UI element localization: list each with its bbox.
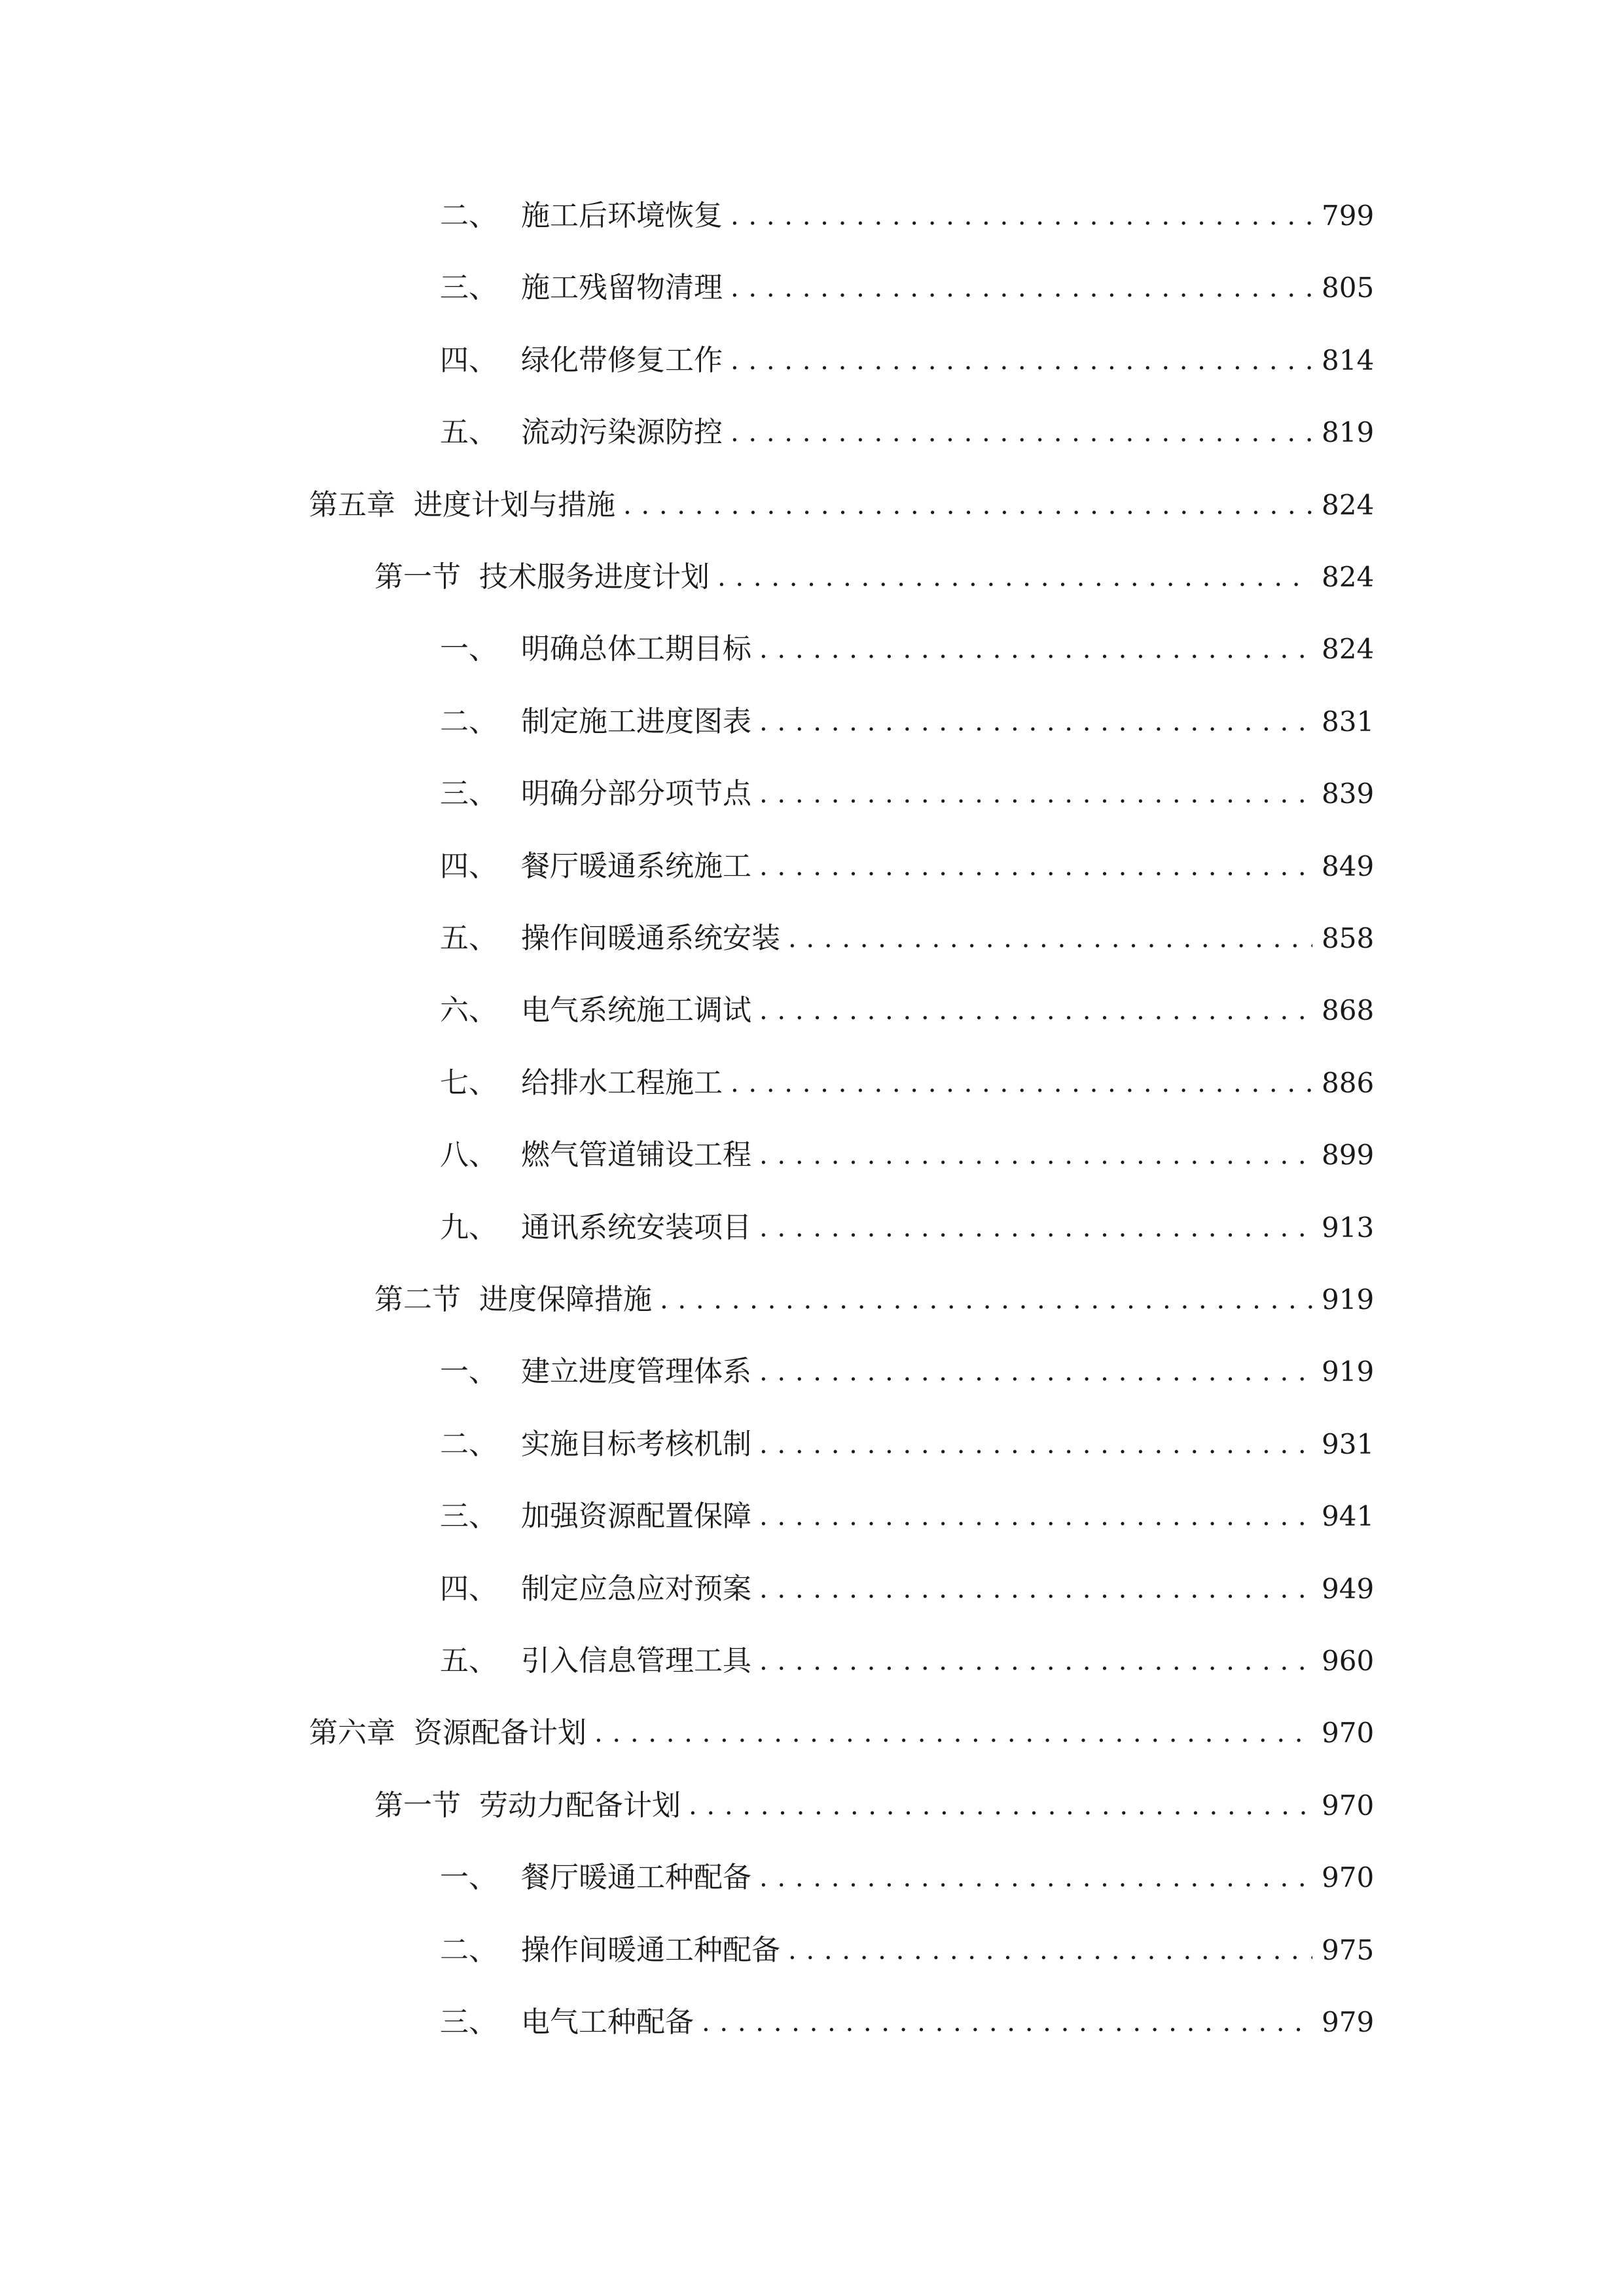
toc-item-entry[interactable]	[440, 334, 1374, 387]
toc-item-entry[interactable]	[440, 696, 1374, 748]
toc-entry-page-number: 949	[1322, 1573, 1375, 1605]
toc-dot-leader	[759, 696, 1312, 748]
toc-entry-title: 通讯系统安装项目	[521, 1211, 751, 1244]
toc-entry-number: 五、	[440, 922, 497, 955]
toc-dot-leader	[788, 912, 1312, 965]
toc-entry-title: 技术服务进度计划	[479, 560, 710, 594]
toc-entry-number: 二、	[440, 199, 497, 232]
toc-dot-leader	[731, 1057, 1312, 1109]
toc-entry-number: 一、	[440, 1861, 497, 1894]
toc-entry-page-number: 831	[1322, 706, 1375, 738]
toc-section-entry[interactable]	[374, 1780, 1374, 1832]
toc-entry-page-number: 919	[1322, 1355, 1375, 1388]
toc-entry-number: 一、	[440, 1355, 497, 1388]
toc-entry-page-number: 849	[1322, 850, 1375, 882]
toc-entry-title: 餐厅暖通系统施工	[521, 850, 751, 883]
toc-dot-leader	[731, 406, 1312, 459]
toc-item-entry[interactable]	[440, 1057, 1374, 1109]
toc-entry-title: 电气系统施工调试	[521, 994, 751, 1027]
toc-item-entry[interactable]	[440, 1852, 1374, 1904]
toc-entry-page-number: 824	[1322, 633, 1375, 665]
toc-entry-number: 三、	[440, 1499, 497, 1533]
toc-dot-leader	[759, 1490, 1312, 1543]
toc-entry-number: 第一节	[374, 560, 461, 594]
toc-dot-leader	[623, 479, 1312, 531]
toc-entry-number: 一、	[440, 632, 497, 666]
toc-section-entry[interactable]	[374, 1274, 1374, 1326]
toc-entry-page-number: 975	[1322, 1934, 1375, 1966]
toc-item-entry[interactable]	[440, 1129, 1374, 1181]
toc-dot-leader	[759, 1202, 1312, 1254]
toc-item-entry[interactable]	[440, 984, 1374, 1037]
toc-entry-title: 进度保障措施	[479, 1283, 652, 1316]
toc-dot-leader	[731, 334, 1312, 387]
toc-dot-leader	[689, 1780, 1312, 1832]
toc-entry-title: 燃气管道铺设工程	[521, 1138, 751, 1172]
toc-entry-title: 给排水工程施工	[521, 1066, 723, 1100]
toc-entry-number: 三、	[440, 777, 497, 810]
toc-entry-page-number: 970	[1322, 1717, 1375, 1749]
toc-entry-page-number: 970	[1322, 1861, 1375, 1893]
toc-dot-leader	[731, 190, 1312, 242]
toc-entry-number: 二、	[440, 1427, 497, 1461]
toc-dot-leader	[594, 1707, 1312, 1759]
toc-dot-leader	[660, 1274, 1312, 1326]
toc-item-entry[interactable]	[440, 1418, 1374, 1471]
toc-dot-leader	[759, 1418, 1312, 1471]
toc-item-entry[interactable]	[440, 190, 1374, 242]
toc-item-entry[interactable]	[440, 768, 1374, 820]
toc-entry-page-number: 931	[1322, 1428, 1375, 1460]
toc-entry-page-number: 979	[1322, 2006, 1375, 2038]
toc-entry-page-number: 886	[1322, 1067, 1375, 1099]
toc-dot-leader	[759, 1346, 1312, 1398]
toc-entry-title: 餐厅暖通工种配备	[521, 1861, 751, 1894]
toc-entry-number: 六、	[440, 994, 497, 1027]
toc-dot-leader	[759, 1852, 1312, 1904]
toc-section-entry[interactable]	[374, 551, 1374, 603]
toc-entry-page-number: 970	[1322, 1789, 1375, 1821]
toc-item-entry[interactable]	[440, 623, 1374, 675]
toc-entry-title: 明确总体工期目标	[521, 632, 751, 666]
toc-dot-leader	[759, 623, 1312, 675]
toc-entry-number: 五、	[440, 1644, 497, 1677]
toc-entry-title: 制定施工进度图表	[521, 705, 751, 738]
toc-dot-leader	[759, 1635, 1312, 1687]
toc-entry-title: 施工后环境恢复	[521, 199, 723, 232]
toc-entry-number: 三、	[440, 2005, 497, 2039]
toc-entry-title: 加强资源配置保障	[521, 1499, 751, 1533]
toc-entry-title: 操作间暖通工种配备	[521, 1933, 780, 1967]
toc-entry-number: 第二节	[374, 1283, 461, 1316]
toc-entry-title: 实施目标考核机制	[521, 1427, 751, 1461]
toc-item-entry[interactable]	[440, 840, 1374, 893]
toc-entry-title: 操作间暖通系统安装	[521, 922, 780, 955]
toc-entry-page-number: 819	[1322, 416, 1375, 448]
toc-entry-page-number: 868	[1322, 994, 1375, 1026]
toc-entry-number: 九、	[440, 1211, 497, 1244]
toc-entry-number: 四、	[440, 850, 497, 883]
toc-entry-title: 建立进度管理体系	[521, 1355, 751, 1388]
toc-entry-number: 二、	[440, 705, 497, 738]
toc-entry-title: 制定应急应对预案	[521, 1572, 751, 1605]
toc-entry-page-number: 824	[1322, 561, 1375, 593]
toc-entry-page-number: 899	[1322, 1139, 1375, 1171]
toc-dot-leader	[717, 551, 1312, 603]
toc-item-entry[interactable]	[440, 1924, 1374, 1977]
toc-entry-page-number: 858	[1322, 922, 1375, 954]
toc-entry-number: 第六章	[309, 1716, 395, 1749]
toc-entry-number: 八、	[440, 1138, 497, 1172]
toc-item-entry[interactable]	[440, 1346, 1374, 1398]
toc-item-entry[interactable]	[440, 1202, 1374, 1254]
toc-dot-leader	[759, 840, 1312, 893]
toc-entry-page-number: 919	[1322, 1283, 1375, 1316]
toc-chapter-entry[interactable]	[309, 479, 1374, 531]
toc-item-entry[interactable]	[440, 1490, 1374, 1543]
toc-item-entry[interactable]	[440, 1563, 1374, 1615]
toc-entry-number: 四、	[440, 1572, 497, 1605]
toc-entry-page-number: 839	[1322, 778, 1375, 810]
toc-entry-number: 二、	[440, 1933, 497, 1967]
toc-dot-leader	[759, 984, 1312, 1037]
toc-entry-page-number: 913	[1322, 1211, 1375, 1244]
toc-dot-leader	[731, 262, 1312, 314]
toc-entry-title: 引入信息管理工具	[521, 1644, 751, 1677]
toc-item-entry[interactable]	[440, 912, 1374, 965]
toc-entry-title: 进度计划与措施	[414, 488, 615, 522]
toc-item-entry[interactable]	[440, 1996, 1374, 2049]
toc-dot-leader	[759, 1129, 1312, 1181]
toc-entry-page-number: 814	[1322, 344, 1375, 376]
toc-entry-number: 第五章	[309, 488, 395, 522]
toc-entry-title: 施工残留物清理	[521, 271, 723, 304]
toc-entry-title: 电气工种配备	[521, 2005, 694, 2039]
toc-item-entry[interactable]	[440, 406, 1374, 459]
toc-entry-page-number: 824	[1322, 489, 1375, 521]
toc-item-entry[interactable]	[440, 262, 1374, 314]
toc-chapter-entry[interactable]	[309, 1707, 1374, 1759]
toc-dot-leader	[788, 1924, 1312, 1977]
toc-dot-leader	[759, 1563, 1312, 1615]
toc-entry-title: 流动污染源防控	[521, 416, 723, 449]
toc-entry-number: 五、	[440, 416, 497, 449]
toc-entry-number: 三、	[440, 271, 497, 304]
toc-entry-title: 绿化带修复工作	[521, 344, 723, 377]
toc-dot-leader	[759, 768, 1312, 820]
toc-entry-title: 明确分部分项节点	[521, 777, 751, 810]
toc-entry-number: 四、	[440, 344, 497, 377]
toc-entry-page-number: 805	[1322, 272, 1375, 304]
toc-entry-title: 劳动力配备计划	[479, 1789, 681, 1822]
toc-dot-leader	[702, 1996, 1312, 2049]
toc-entry-page-number: 941	[1322, 1500, 1375, 1532]
toc-entry-title: 资源配备计划	[414, 1716, 586, 1749]
toc-item-entry[interactable]	[440, 1635, 1374, 1687]
toc-entry-page-number: 799	[1322, 200, 1375, 232]
toc-entry-number: 七、	[440, 1066, 497, 1100]
toc-entry-page-number: 960	[1322, 1645, 1375, 1677]
toc-entry-number: 第一节	[374, 1789, 461, 1822]
